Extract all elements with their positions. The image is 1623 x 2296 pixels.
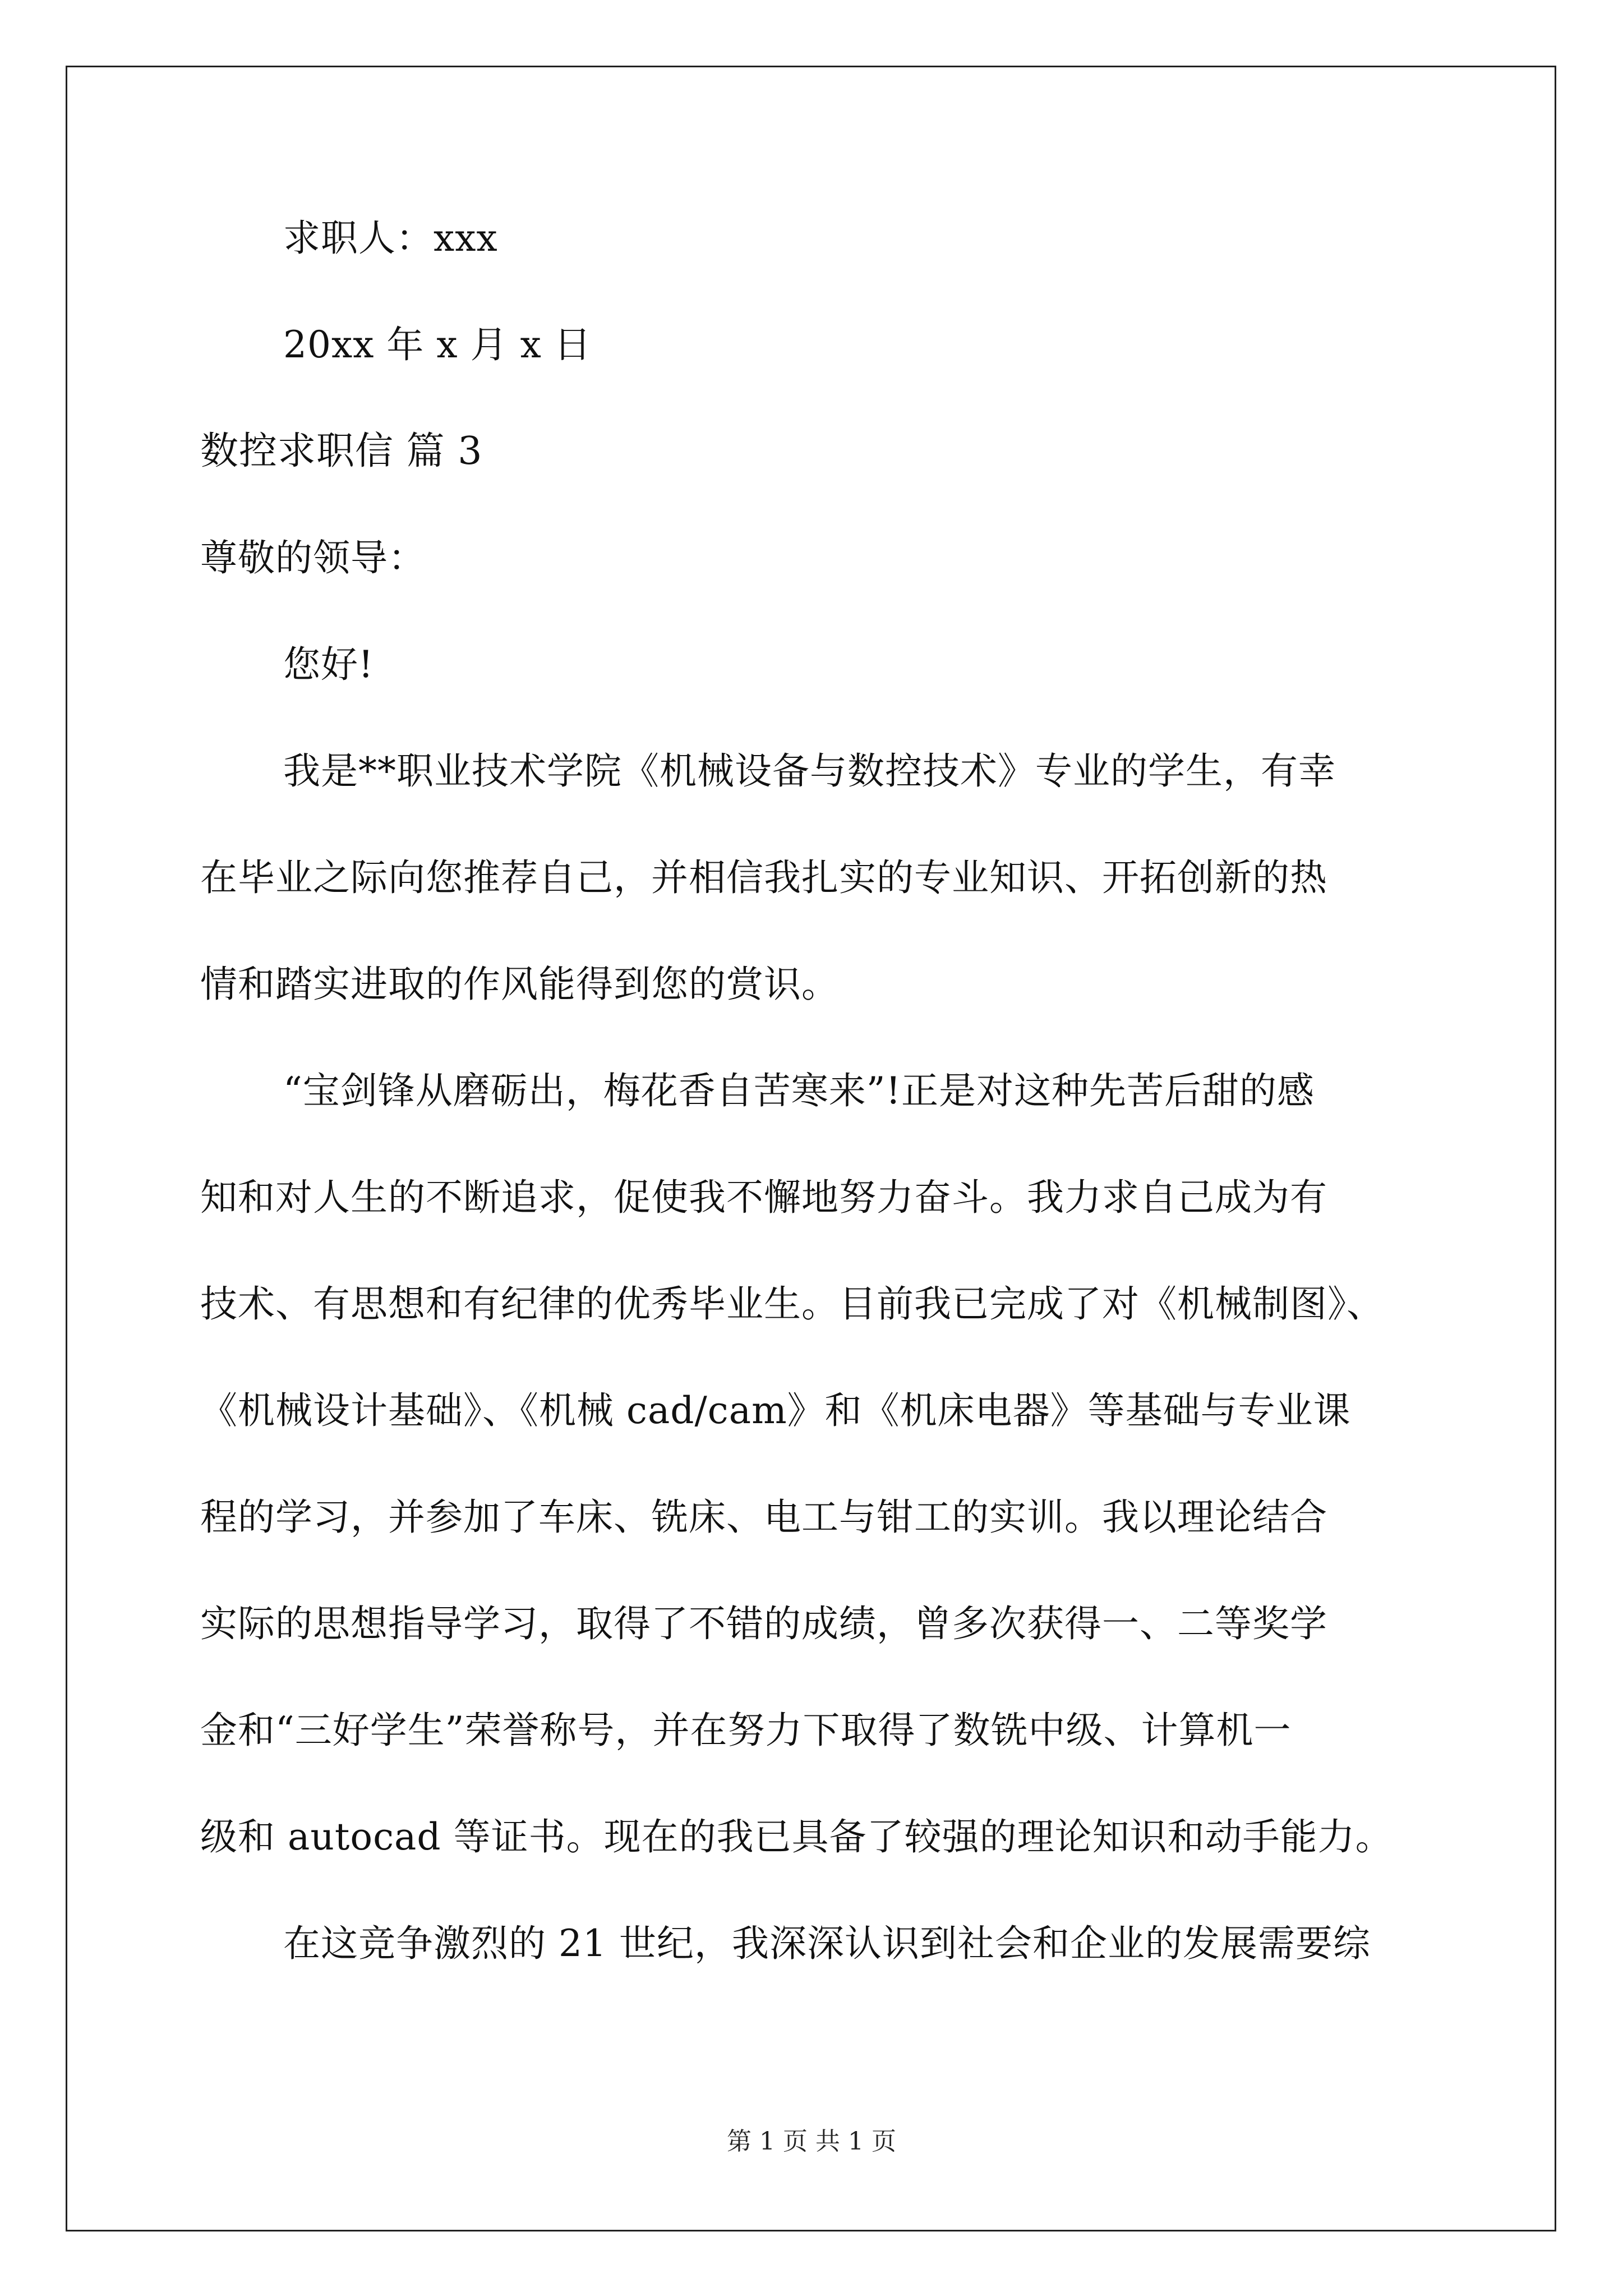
greeting: 您好! [283, 643, 374, 686]
paragraph-line: 在这竞争激烈的 21 世纪，我深深认识到社会和企业的发展需要综 [283, 1922, 1371, 1965]
section-title: 数控求职信 篇 3 [200, 429, 483, 473]
applicant-signature: 求职人：xxx [283, 217, 498, 260]
page-footer: 第 1 页 共 1 页 [727, 2127, 896, 2156]
paragraph-line: “宝剑锋从磨砺出，梅花香自苦寒来”!正是对这种先苦后甜的感 [283, 1069, 1315, 1112]
salutation: 尊敬的领导： [200, 536, 426, 579]
paragraph-line: 情和踏实进取的作风能得到您的赏识。 [200, 963, 839, 1006]
paragraph-line: 级和 autocad 等证书。现在的我已具备了较强的理论知识和动手能力。 [200, 1815, 1393, 1858]
paragraph-line: 知和对人生的不断追求，促使我不懈地努力奋斗。我力求自己成为有 [200, 1176, 1327, 1219]
paragraph-line: 我是**职业技术学院《机械设备与数控技术》专业的学生，有幸 [283, 749, 1336, 793]
paragraph-line: 技术、有思想和有纪律的优秀毕业生。目前我已完成了对《机械制图》、 [200, 1282, 1384, 1326]
letter-date: 20xx 年 x 月 x 日 [283, 323, 592, 366]
paragraph-line: 程的学习，并参加了车床、铣床、电工与钳工的实训。我以理论结合 [200, 1496, 1327, 1539]
paragraph-line: 在毕业之际向您推荐自己，并相信我扎实的专业知识、开拓创新的热 [200, 856, 1327, 899]
paragraph-line: 实际的思想指导学习，取得了不错的成绩，曾多次获得一、二等奖学 [200, 1602, 1327, 1645]
document-body [200, 185, 1476, 1997]
paragraph-line: 《机械设计基础》、《机械 cad/cam》和《机床电器》等基础与专业课 [200, 1389, 1351, 1432]
paragraph-line: 金和“三好学生”荣誉称号，并在努力下取得了数铣中级、计算机一 [200, 1709, 1292, 1752]
